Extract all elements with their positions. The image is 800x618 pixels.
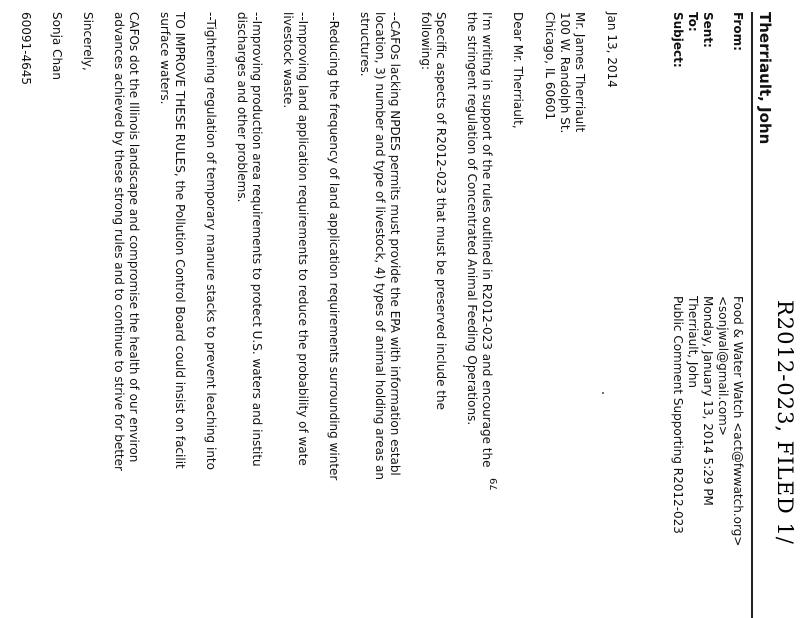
letter-date: Jan 13, 2014 (605, 12, 619, 88)
address-line: 100 W. Randolph St. (558, 12, 572, 134)
header-label-sent: Sent: (701, 12, 715, 48)
header-label-subject: Subject: (671, 12, 685, 68)
sender-name: Therriault, John (756, 12, 774, 145)
intro-line: the stringent regulation of Concentrated Animal Feeding Operations. (465, 12, 479, 426)
header-value-to: Therriault, John (686, 296, 700, 389)
closing-line: CAFOs dot the Illinois landscape and compromise the health of our environ (127, 12, 141, 463)
salutation: Dear Mr. Therriault, (511, 12, 525, 129)
header-label-from: From: (731, 12, 745, 51)
signoff-zip: 60091-4645 (19, 12, 33, 86)
bullet-line: --Improving production area requirements to protect U.S. waters and institu (250, 12, 264, 467)
scan-speck (463, 365, 465, 367)
filing-stamp: R2012-023, FILED 1/ (773, 300, 797, 545)
bullet-line: livestock waste. (281, 12, 295, 109)
address-line: Chicago, IL 60601 (543, 12, 557, 121)
header-rule (751, 12, 753, 618)
scan-speck (602, 392, 604, 394)
bullet-line: --Tightening regulation of temporary manure stacks to prevent leaching into (204, 12, 218, 470)
bullet-line: --CAFOs lacking NPDES permits must provide the EPA with information establ (388, 12, 402, 476)
intro-line: I'm writing in support of the rules outlined in R2012-023 and encourage the (480, 12, 494, 468)
closing-line: surface waters. (158, 12, 172, 105)
header-value-sent: Monday, January 13, 2014 5:29 PM (701, 296, 715, 506)
address-line: Mr. James Therriault (573, 12, 587, 133)
preserve-line: Specific aspects of R2012-023 that must be preserved include the (434, 12, 448, 411)
closing-line: TO IMPROVE THESE RULES, the Pollution Control Board could insist on facilit (173, 12, 187, 469)
header-value-subject: Public Comment Supporting R2012-023 (671, 296, 685, 534)
header-value-from: Food & Water Watch <act@fwwatch.org> (731, 296, 745, 547)
signoff-closing: Sincerely, (81, 12, 95, 71)
page-number: 79 (489, 478, 500, 491)
preserve-line: following: (419, 12, 433, 70)
header-label-to: To: (686, 12, 700, 32)
bullet-line: structures. (358, 12, 372, 77)
bullet-line: discharges and other problems. (235, 12, 249, 203)
bullet-line: --Improving land application requirements to reduce the probability of wate (296, 12, 310, 466)
header-value-email: <sonjwal@gmail.com> (716, 296, 730, 436)
closing-line: advances achieved by these strong rules and to continue to strive for better (112, 12, 126, 471)
bullet-line: --Reducing the frequency of land application requirements surrounding winter (327, 12, 341, 481)
bullet-line: location, 3) number and type of livestock, 4) types of animal holding areas an (373, 12, 387, 480)
signoff-name: Sonja Chan (50, 12, 64, 81)
